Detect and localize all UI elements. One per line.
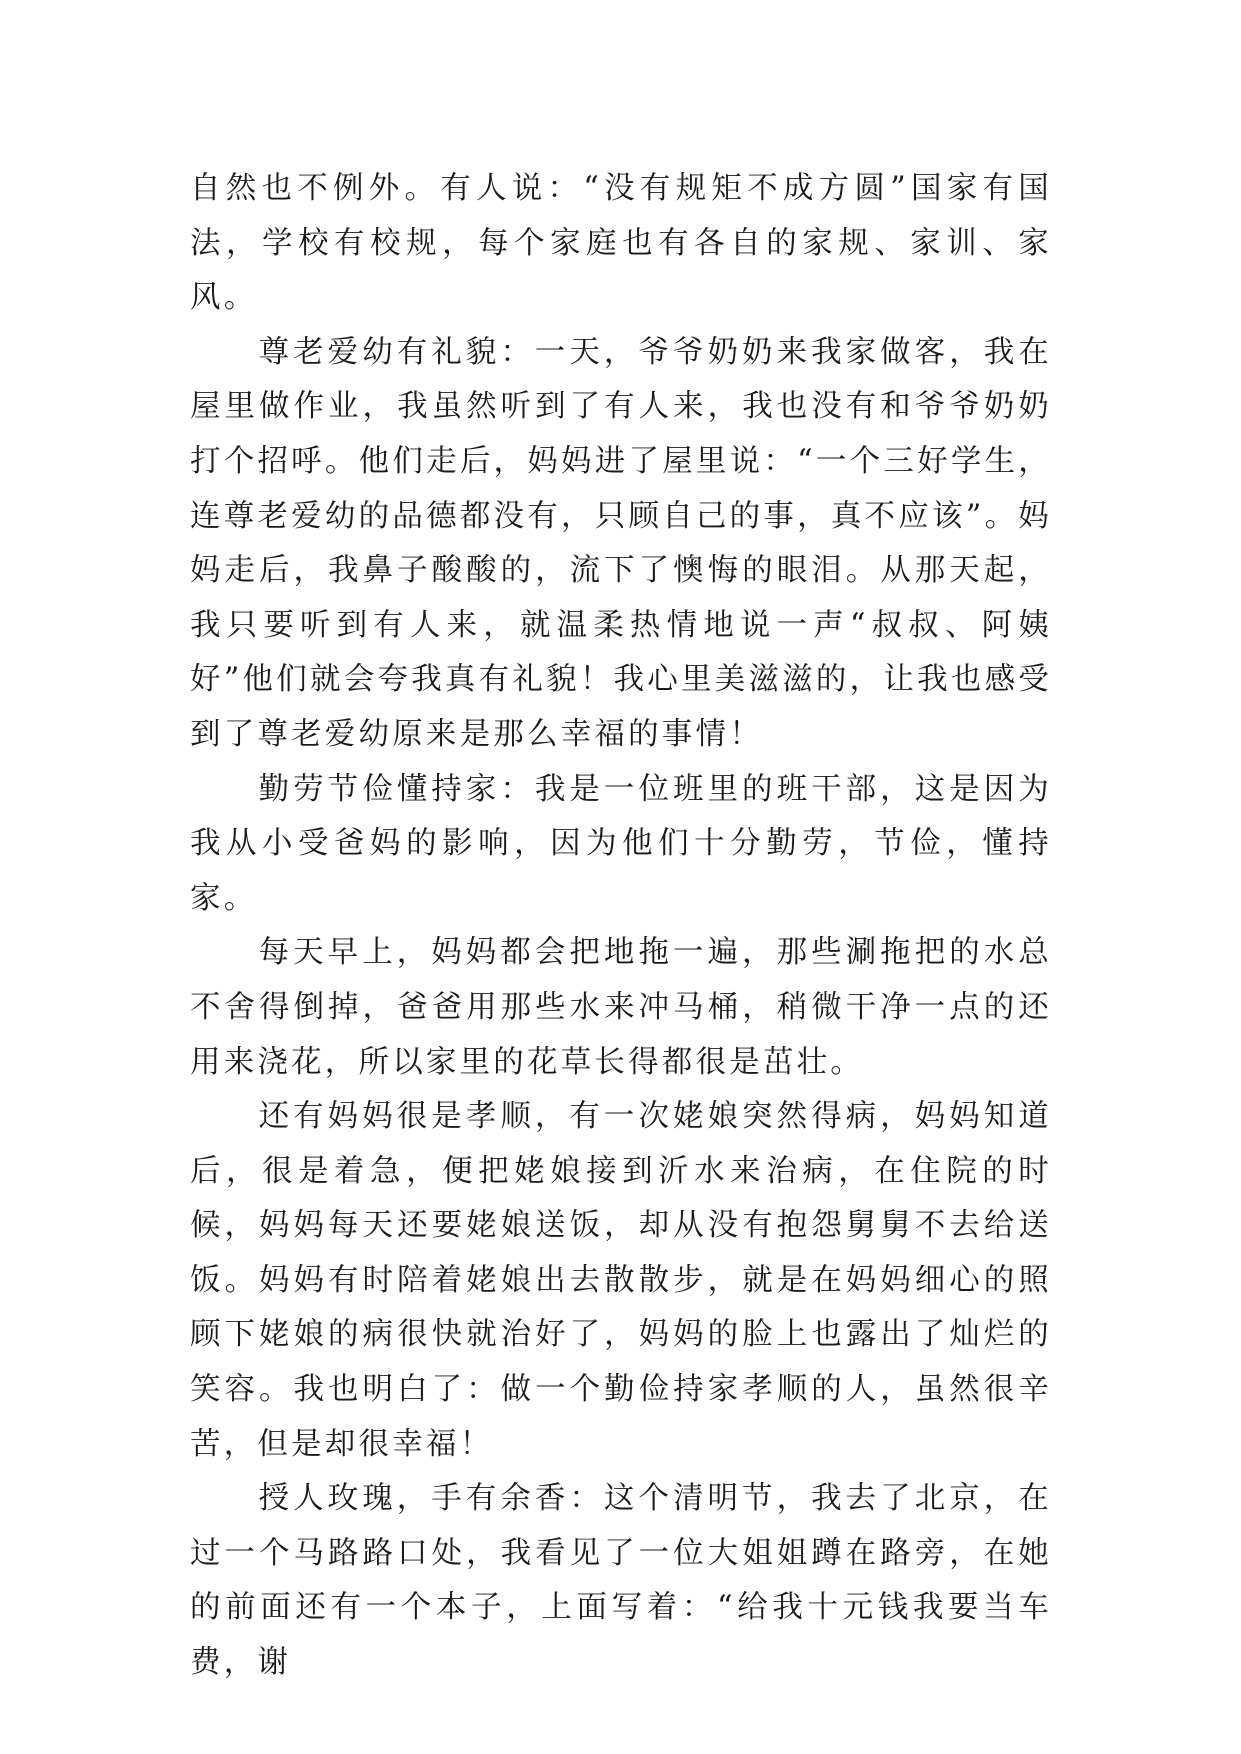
paragraph-6: 授人玫瑰，手有余香：这个清明节，我去了北京，在过一个马路路口处，我看见了一位大姐姐蹲在路旁，在她的前面还有一个本子，上面写着：“给我十元钱我要当车费，谢 (190, 1481, 1052, 1681)
paragraph-1: 自然也不例外。有人说：“没有规矩不成方圆”国家有国法，学校有校规，每个家庭也有各自的家规、家训、家风。 (190, 171, 1052, 316)
paragraph-2: 尊老爱幼有礼貌：一天，爷爷奶奶来我家做客，我在屋里做作业，我虽然听到了有人来，我也没有和爷爷奶奶打个招呼。他们走后，妈妈进了屋里说：“一个三好学生，连尊老爱幼的品德都没有，只顾自己的事，真不应该”。妈妈走后，我鼻子酸酸的，流下了懊悔的眼泪。从那天起，我只要听到有人来，就温柔热情地说一声“叔叔、阿姨好”他们就会夸我真有礼貌！我心里美滋滋的，让我也感受到了尊老爱幼原来是那么幸福的事情！ (190, 334, 1052, 752)
paragraph-5: 还有妈妈很是孝顺，有一次姥娘突然得病，妈妈知道后，很是着急，便把姥娘接到沂水来治病，在住院的时候，妈妈每天还要姥娘送饭，却从没有抱怨舅舅不去给送饭。妈妈有时陪着姥娘出去散散步，就是在妈妈细心的照顾下姥娘的病很快就治好了，妈妈的脸上也露出了灿烂的笑容。我也明白了：做一个勤俭持家孝顺的人，虽然很辛苦，但是却很幸福！ (190, 1099, 1052, 1462)
document-body (190, 162, 1052, 1691)
paragraph-4: 每天早上，妈妈都会把地拖一遍，那些涮拖把的水总不舍得倒掉，爸爸用那些水来冲马桶，稍微干净一点的还用来浇花，所以家里的花草长得都很是茁壮。 (190, 935, 1052, 1080)
paragraph-3: 勤劳节俭懂持家：我是一位班里的班干部，这是因为我从小受爸妈的影响，因为他们十分勤劳，节俭，懂持家。 (190, 771, 1052, 916)
